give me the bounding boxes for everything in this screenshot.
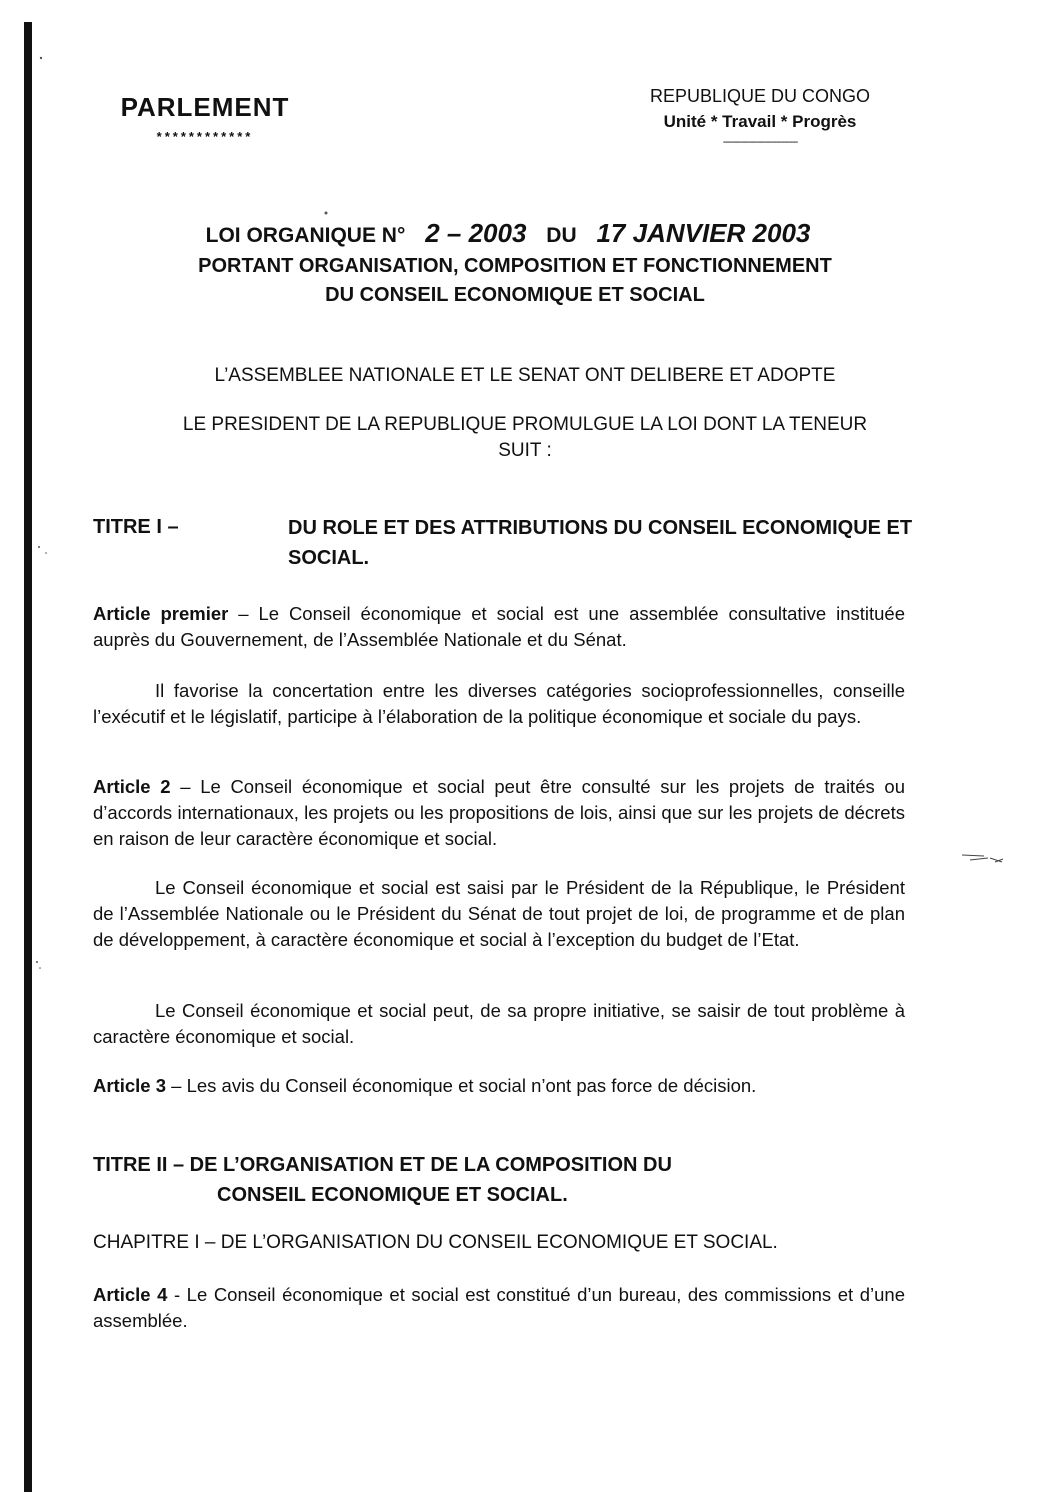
law-title-line-1 [120, 218, 910, 249]
parliament-header [100, 92, 310, 144]
article-2-paragraph-3: Le Conseil économique et social peut, de sa propre initiative, se saisir de tout problème à caractère économique et social. [93, 1000, 905, 1047]
law-title-line-3: DU CONSEIL ECONOMIQUE ET SOCIAL [325, 284, 705, 306]
scan-border [24, 22, 32, 1492]
titre-2-line-2: CONSEIL ECONOMIQUE ET SOCIAL. [217, 1184, 568, 1206]
chapitre-1-heading: CHAPITRE I – DE L’ORGANISATION DU CONSEIL ECONOMIQUE ET SOCIAL. [93, 1232, 778, 1253]
article-4 [93, 1282, 905, 1334]
titre-1-heading: DU ROLE ET DES ATTRIBUTIONS DU CONSEIL ECONOMIQUE ET SOCIAL. [288, 517, 913, 569]
law-number: 2 – 2003 [425, 218, 527, 248]
republic-header [605, 86, 915, 148]
article-1 [93, 601, 905, 653]
republic-motto: Unité * Travail * Progrès [663, 112, 857, 131]
article-2 [93, 774, 905, 852]
article-2-paragraph-2: Le Conseil économique et social est saisi par le Président de la République, le Président de l’Assemblée Nationale ou le Président du Sénat de tout projet de loi, de programme et de plan de développement, à caractère économique et social à l’exception du budget de l’Etat. [93, 877, 905, 950]
republic-title: REPUBLIQUE DU CONGO [649, 86, 871, 106]
republic-divider: ---------------------------- [722, 136, 798, 148]
article-4-label: Article 4 [93, 1284, 168, 1305]
article-3-text: – Les avis du Conseil économique et social n’ont pas force de décision. [166, 1075, 757, 1096]
law-title [120, 218, 910, 307]
article-3 [93, 1073, 905, 1099]
titre-1-label: TITRE I – [93, 516, 179, 538]
promulgation-clause: LE PRESIDENT DE LA REPUBLIQUE PROMULGUE LA LOI DONT LA TENEUR SUIT : [182, 414, 868, 461]
article-2-label: Article 2 [93, 776, 171, 797]
parliament-stars: ************ [156, 129, 254, 144]
article-1-label: Article premier [93, 603, 229, 624]
law-du: DU [546, 224, 577, 247]
parliament-title: PARLEMENT [120, 92, 290, 122]
article-4-text: - Le Conseil économique et social est constitué d’un bureau, des commissions et d’une assemblée. [93, 1284, 905, 1331]
article-2-text: – Le Conseil économique et social peut être consulté sur les projets de traités ou d’accords internationaux, les projets ou les propositions de lois, ainsi que sur les projets de décrets en raison de leur caractère économique et social. [93, 776, 905, 849]
titre-2-heading [93, 1150, 933, 1210]
article-1-text: – Le Conseil économique et social est une assemblée consultative instituée auprès du Gouvernement, de l’Assemblée Nationale et du Sénat. [93, 603, 905, 650]
article-3-label: Article 3 [93, 1075, 167, 1096]
law-prefix: LOI ORGANIQUE N° [205, 224, 406, 247]
enactment-clause: L’ASSEMBLEE NATIONALE ET LE SENAT ONT DELIBERE ET ADOPTE [214, 365, 836, 386]
law-title-line-2: PORTANT ORGANISATION, COMPOSITION ET FONCTIONNEMENT [198, 255, 832, 277]
law-date: 17 JANVIER 2003 [596, 218, 811, 248]
article-1-paragraph-2: Il favorise la concertation entre les diverses catégories socioprofessionnelles, conseille l’exécutif et le législatif, participe à l’élaboration de la politique économique et sociale du pays. [93, 680, 905, 727]
titre-2-line-1: TITRE II – DE L’ORGANISATION ET DE LA COMPOSITION DU [93, 1154, 672, 1176]
